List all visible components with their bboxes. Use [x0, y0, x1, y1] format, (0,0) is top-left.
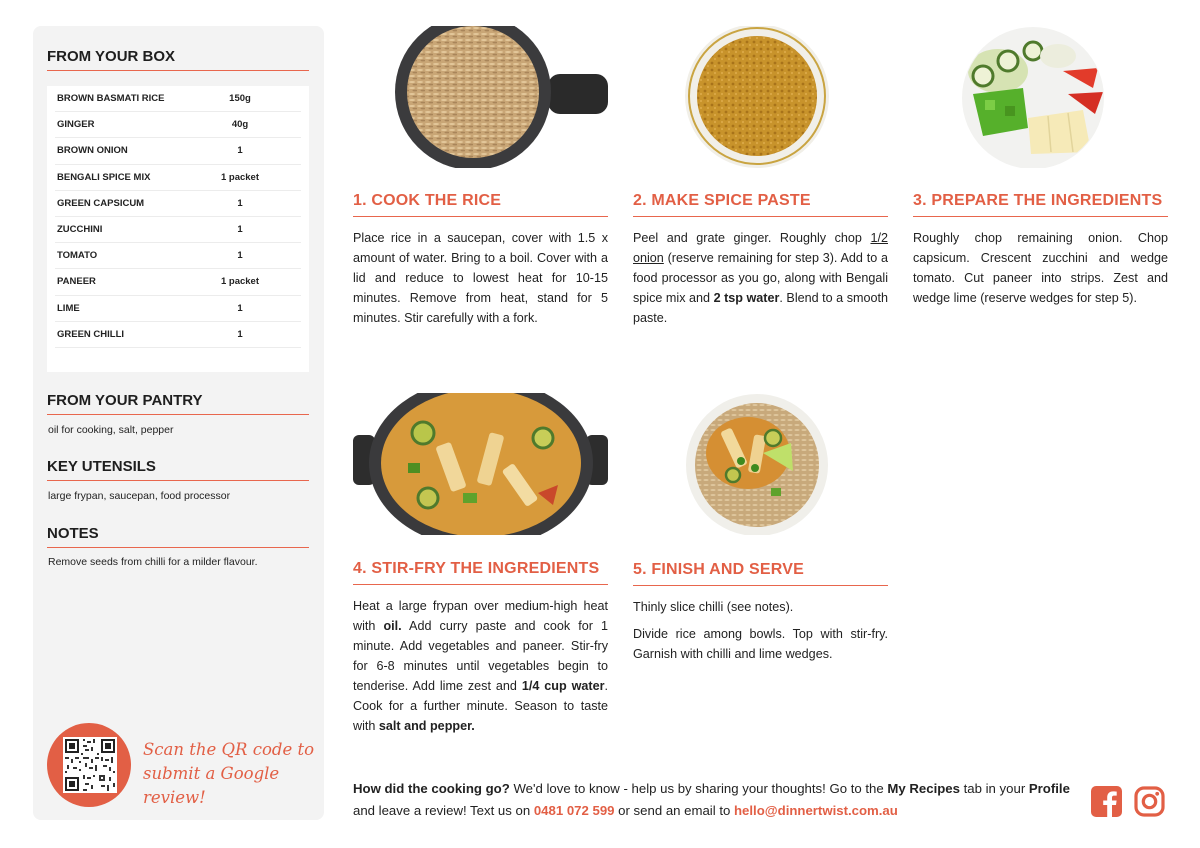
ingredient-name: TOMATO — [57, 250, 98, 262]
step-4-water-bold: 1/4 cup water — [521, 679, 605, 693]
utensils-heading: KEY UTENSILS — [47, 458, 309, 481]
ingredient-qty: 1 — [237, 224, 243, 236]
ingredient-qty: 1 — [237, 328, 243, 340]
finished-dish-photo — [633, 393, 888, 535]
utensils-text: large frypan, saucepan, food processor — [48, 490, 231, 502]
table-row — [55, 322, 301, 348]
step-4-season-bold: salt and pepper. — [378, 719, 475, 733]
ingredients-sidebar — [33, 26, 324, 820]
footer-text: and leave a review! Text us on — [353, 803, 534, 818]
ingredient-name: GINGER — [57, 119, 95, 131]
step-5-body — [633, 597, 888, 671]
pantry-text: oil for cooking, salt, pepper — [48, 424, 174, 436]
box-ingredients-table — [47, 86, 309, 372]
step-4-body — [353, 596, 608, 736]
table-row — [55, 138, 301, 164]
ingredient-name: GREEN CAPSICUM — [57, 197, 145, 209]
review-footer — [353, 778, 1073, 822]
step-4-text: Add curry paste and cook for 1 minute. Add vegetables and paneer. Stir-fry for 6-8 minutes until vegetables begin to tenderise. Add lime zest and — [353, 619, 608, 693]
ingredient-name: LIME — [57, 302, 80, 314]
step-2-text: . Blend to a smooth paste. — [633, 291, 889, 325]
ingredient-qty: 1 — [237, 145, 243, 157]
table-row — [55, 112, 301, 138]
ingredient-qty: 1 packet — [220, 276, 260, 288]
step-2-water-bold: 2 tsp water — [713, 291, 780, 305]
step-4-title: 4. STIR-FRY THE INGREDIENTS — [353, 560, 608, 585]
spice-paste-photo — [633, 26, 888, 168]
table-row — [55, 165, 301, 191]
footer-my-recipes: My Recipes — [887, 781, 960, 796]
step-1-body: Place rice in a saucepan, cover with 1.5 x amount of water. Bring to a boil. Cover with a lid and reduce to lowest heat for 10-15 minutes. Remove from heat, stand for 5 minutes. Stir carefully with a fork. — [353, 231, 608, 325]
ingredient-name: ZUCCHINI — [57, 224, 103, 236]
table-row — [55, 217, 301, 243]
step-2-body — [633, 228, 888, 328]
table-row — [55, 269, 301, 295]
table-row — [55, 191, 301, 217]
qr-badge[interactable] — [47, 723, 131, 807]
stir-fry-pan-photo — [353, 393, 608, 535]
ingredient-qty: 1 — [237, 250, 243, 262]
footer-text: or send an email to — [614, 803, 734, 818]
step-3-body: Roughly chop remaining onion. Chop capsicum. Crescent zucchini and wedge tomato. Cut paneer into strips. Zest and wedge lime (reserve wedges for step 5). — [913, 231, 1168, 305]
ingredient-qty: 1 — [237, 302, 243, 314]
rice-saucepan-photo — [353, 26, 608, 168]
table-row — [55, 86, 301, 112]
prepared-vegetables-photo — [913, 26, 1168, 168]
footer-text: tab in your — [959, 781, 1029, 796]
step-2-onion-underlined: 1/2 onion — [633, 231, 888, 265]
ingredient-qty: 1 packet — [220, 171, 260, 183]
footer-question: How did the cooking go? — [353, 781, 510, 796]
ingredient-name: GREEN CHILLI — [57, 328, 125, 340]
step-2-text: Peel and grate ginger. Roughly chop — [633, 231, 871, 245]
step-4-text: . Cook for a further minute. Season to taste with — [353, 679, 609, 733]
ingredient-name: BENGALI SPICE MIX — [57, 171, 151, 183]
ingredient-qty: 40g — [231, 119, 249, 131]
notes-heading: NOTES — [47, 525, 309, 548]
ingredient-name: BROWN BASMATI RICE — [57, 93, 165, 105]
step-5-paragraph-2: Divide rice among bowls. Top with stir-fry. Garnish with chilli and lime wedges. — [633, 627, 888, 661]
table-row — [55, 296, 301, 322]
step-5-title: 5. FINISH AND SERVE — [633, 561, 888, 586]
facebook-icon[interactable] — [1091, 786, 1122, 817]
ingredient-name: BROWN ONION — [57, 145, 128, 157]
notes-text: Remove seeds from chilli for a milder flavour. — [48, 556, 258, 568]
qr-caption-line1: Scan the QR code to — [143, 740, 315, 759]
step-5-paragraph-1: Thinly slice chilli (see notes). — [633, 600, 794, 614]
email-link[interactable]: hello@dinnertwist.com.au — [734, 803, 898, 818]
ingredient-qty: 1 — [237, 197, 243, 209]
step-3-title: 3. PREPARE THE INGREDIENTS — [913, 192, 1168, 217]
qr-caption — [143, 738, 324, 810]
box-heading: FROM YOUR BOX — [47, 48, 309, 71]
step-4-text: Heat a large frypan over medium-high heat with — [353, 599, 608, 633]
footer-text: We'd love to know - help us by sharing your thoughts! Go to the — [509, 781, 888, 796]
ingredient-name: PANEER — [57, 276, 96, 288]
ingredient-qty: 150g — [229, 93, 251, 105]
pantry-heading: FROM YOUR PANTRY — [47, 392, 309, 415]
footer-profile: Profile — [1028, 781, 1070, 796]
table-row — [55, 243, 301, 269]
step-4-oil-bold: oil. — [383, 619, 402, 633]
step-2-title: 2. MAKE SPICE PASTE — [633, 192, 888, 217]
step-1-title: 1. COOK THE RICE — [353, 192, 608, 217]
step-2-text: (reserve remaining for step 3). Add to a food processor as you go, along with Bengali spice mix and — [633, 251, 888, 305]
qr-code[interactable] — [63, 737, 117, 793]
phone-link[interactable]: 0481 072 599 — [533, 803, 615, 818]
qr-caption-line2: submit a Google review! — [143, 764, 280, 807]
instagram-icon[interactable] — [1134, 786, 1165, 817]
